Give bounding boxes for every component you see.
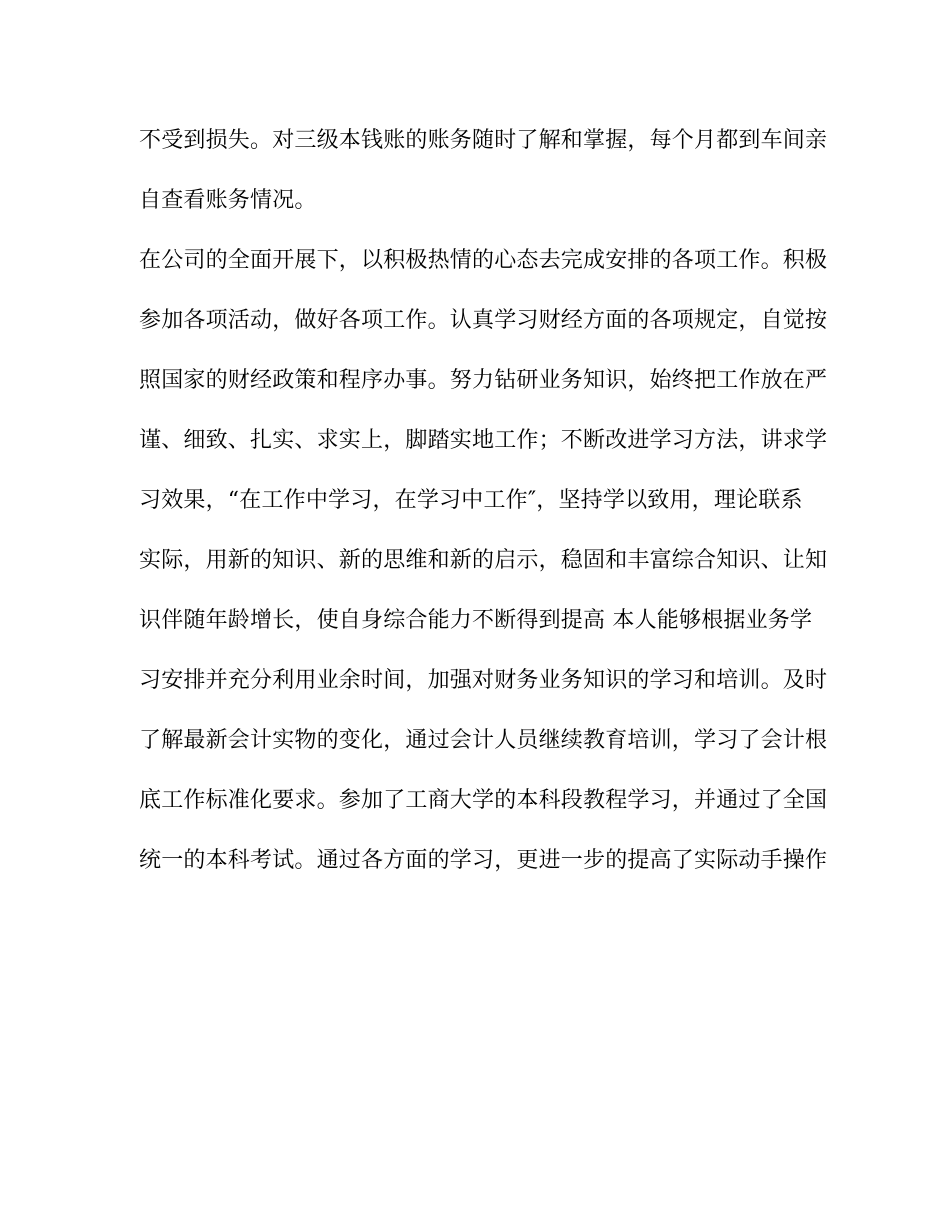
body-text	[139, 124, 828, 904]
text-line: 统一的本科考试。通过各方面的学习，更进一步的提高了实际动手操作	[139, 848, 828, 873]
text-line: 谨、细致、扎实、求实上，脚踏实地工作；不断改进学习方法，讲求学	[139, 428, 828, 453]
text-line: 照国家的财经政策和程序办事。努力钻研业务知识，始终把工作放在严	[139, 368, 828, 393]
text-line: 习效果，“在工作中学习，在学习中工作″，坚持学以致用，理论联系	[139, 488, 803, 513]
text-line: 在公司的全面开展下，以积极热情的心态去完成安排的各项工作。积极	[139, 248, 828, 273]
text-line: 自查看账务情况。	[139, 188, 317, 213]
text-line: 习安排并充分利用业余时间，加强对财务业务知识的学习和培训。及时	[139, 668, 828, 693]
text-line: 不受到损失。对三级本钱账的账务随时了解和掌握，每个月都到车间亲	[139, 128, 828, 153]
text-line: 了解最新会计实物的变化，通过会计人员继续教育培训，学习了会计根	[139, 728, 828, 753]
text-line: 识伴随年龄增长，使自身综合能力不断得到提高 本人能够根据业务学	[139, 608, 813, 633]
text-line: 参加各项活动，做好各项工作。认真学习财经方面的各项规定，自觉按	[139, 308, 828, 333]
text-line: 底工作标准化要求。参加了工商大学的本科段教程学习，并通过了全国	[139, 788, 828, 813]
text-line: 实际，用新的知识、新的思维和新的启示，稳固和丰富综合知识、让知	[139, 548, 828, 573]
